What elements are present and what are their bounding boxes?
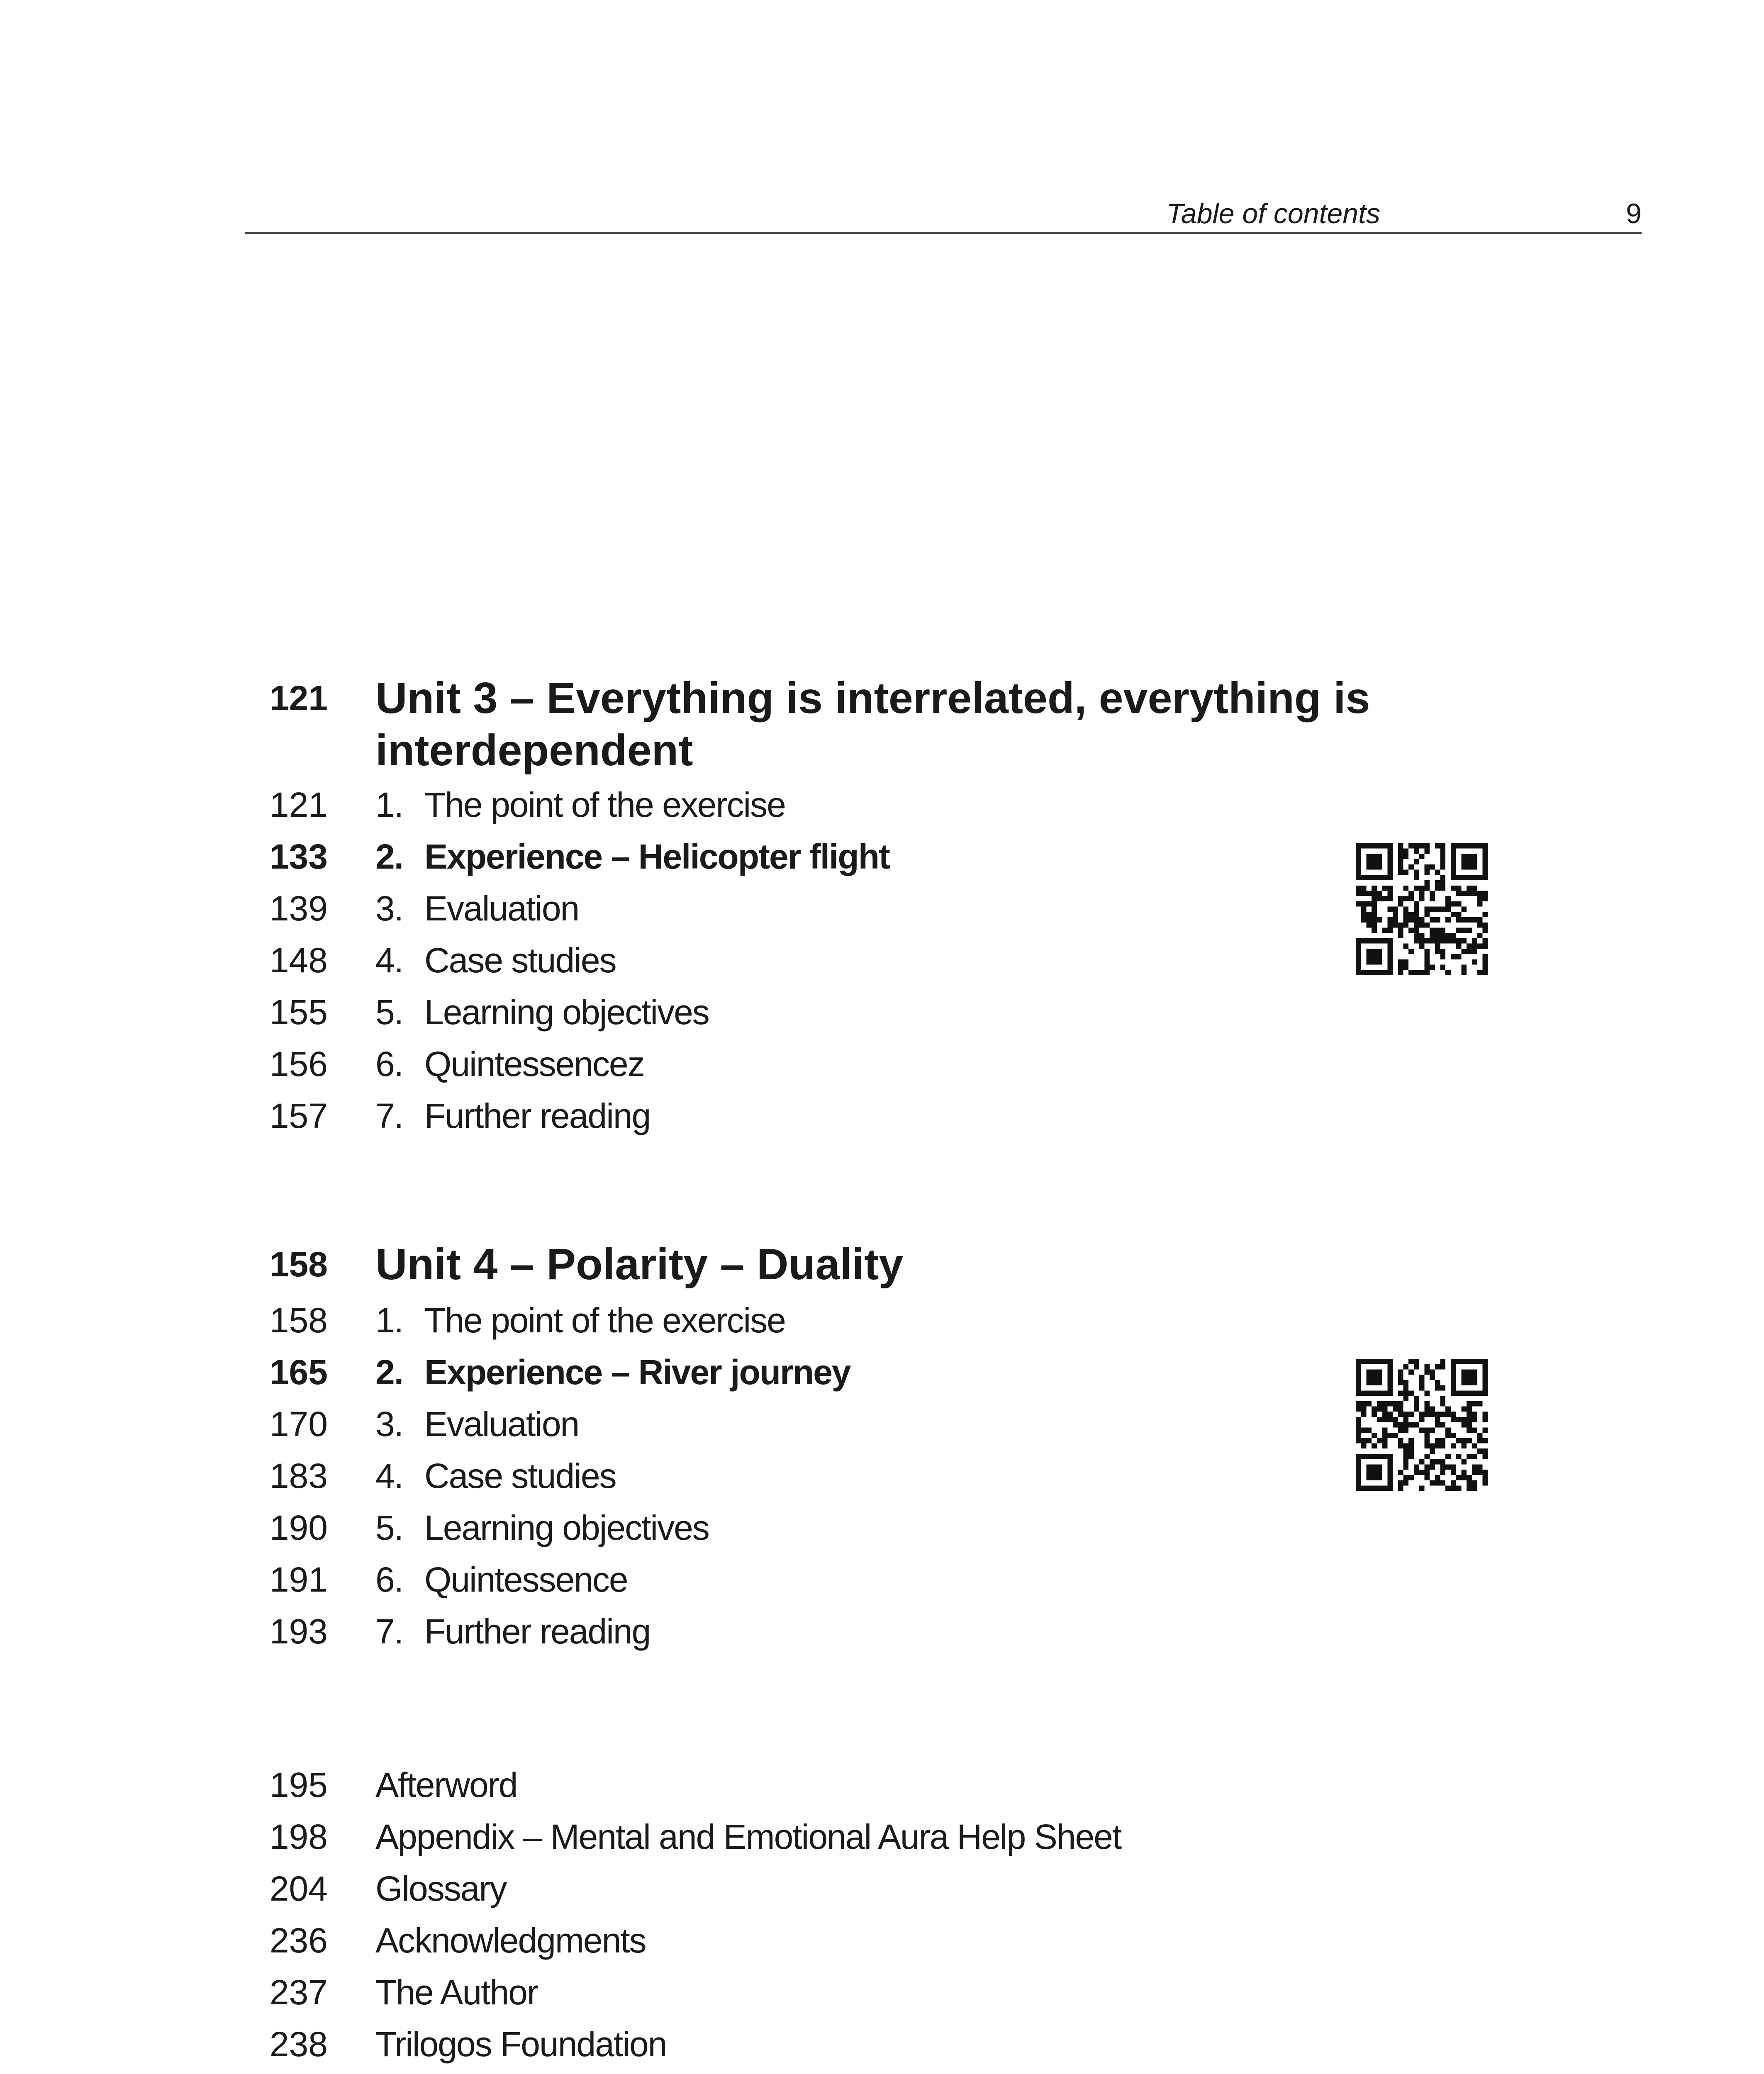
toc-entry-index: 4.	[375, 941, 403, 980]
toc-entry-label: Glossary	[375, 1869, 507, 1908]
running-head	[245, 195, 1642, 234]
toc-entry-page: 148	[269, 941, 328, 980]
toc-entry-label: Quintessence	[424, 1560, 628, 1599]
toc-entry-page: 237	[269, 1973, 328, 2012]
toc-entry-index: 7.	[375, 1096, 403, 1135]
toc-entry-label: Case studies	[424, 1456, 616, 1495]
toc-entry-index: 6.	[375, 1560, 403, 1599]
toc-entry-label: Further reading	[424, 1096, 651, 1135]
toc-entry-index: 5.	[375, 993, 403, 1032]
toc-entry-label: Experience – Helicopter flight	[424, 837, 890, 876]
toc-entry-page: 170	[269, 1405, 328, 1444]
toc-entry-label: Acknowledgments	[375, 1921, 646, 1960]
toc-entry-page: 165	[269, 1353, 328, 1392]
toc-entry-label: Learning objectives	[424, 993, 709, 1032]
toc-entry-index: 6.	[375, 1044, 403, 1083]
toc-entry-page: 183	[269, 1456, 328, 1495]
toc-entry-page	[241, 2071, 328, 2074]
toc-entry-page: 139	[269, 889, 328, 928]
toc-entry-label: Evaluation	[424, 889, 579, 928]
toc-entry-page: 158	[269, 1301, 328, 1340]
toc-entry-index: 1.	[375, 785, 403, 824]
toc-entry-label: Appendix – Mental and Emotional Aura Help Sheet	[375, 1817, 1121, 1856]
toc-entry-page: 198	[269, 1817, 328, 1856]
toc-entry-label: Evaluation	[424, 1405, 579, 1444]
page-number: 9	[1626, 198, 1642, 229]
toc-entry-page: 204	[269, 1869, 328, 1908]
toc-entry-page: 157	[269, 1096, 328, 1135]
toc-entry-index: 3.	[375, 1405, 403, 1444]
toc-entry-label: Afterword	[375, 1765, 517, 1804]
qr-code-icon[interactable]	[1356, 1359, 1488, 1491]
toc-entry-page: 191	[269, 1560, 328, 1599]
unit4-page: 158	[269, 1245, 328, 1284]
toc-entry-page: 156	[269, 1044, 328, 1083]
unit4-title: Unit 4 – Polarity – Duality	[375, 1240, 904, 1289]
unit3-title: Unit 3 – Everything is interrelated, everything is interdependent	[375, 674, 1370, 775]
toc-entry-index: 2.	[375, 837, 403, 876]
toc-entry-page: 238	[269, 2025, 328, 2064]
toc-entry-label: Learning objectives	[424, 1508, 709, 1547]
toc-entry-page: 190	[269, 1508, 328, 1547]
toc-entry-page: 121	[269, 785, 328, 824]
toc-entry-page: 236	[269, 1921, 328, 1960]
toc-entry-label	[375, 2071, 1224, 2074]
toc-entry-label: The point of the exercise	[424, 1301, 785, 1340]
toc-entry-label: Case studies	[424, 941, 616, 980]
toc-entry-label: The Author	[375, 1973, 538, 2012]
toc-entry-index: 4.	[375, 1456, 403, 1495]
toc-entry-index: 5.	[375, 1508, 403, 1547]
toc-entry-page: 195	[269, 1765, 328, 1804]
toc-entry-index: 1.	[375, 1301, 403, 1340]
toc-entry-index: 2.	[375, 1353, 403, 1392]
unit3-page: 121	[269, 679, 328, 718]
toc-entry-label: Quintessencez	[424, 1044, 644, 1083]
toc-entry-label: The point of the exercise	[424, 785, 785, 824]
toc-entry-index: 3.	[375, 889, 403, 928]
qr-code-icon[interactable]	[1356, 843, 1488, 975]
running-head-title: Table of contents	[1166, 198, 1380, 229]
toc-entry-label: Trilogos Foundation	[375, 2025, 667, 2064]
toc-entry-label: Experience – River journey	[424, 1353, 850, 1392]
toc-entry-index: 7.	[375, 1612, 403, 1651]
toc-entry-label: Further reading	[424, 1612, 651, 1651]
toc-entry-page: 133	[269, 837, 328, 876]
toc-entry-page: 193	[269, 1612, 328, 1651]
toc-entry-page: 155	[269, 993, 328, 1032]
